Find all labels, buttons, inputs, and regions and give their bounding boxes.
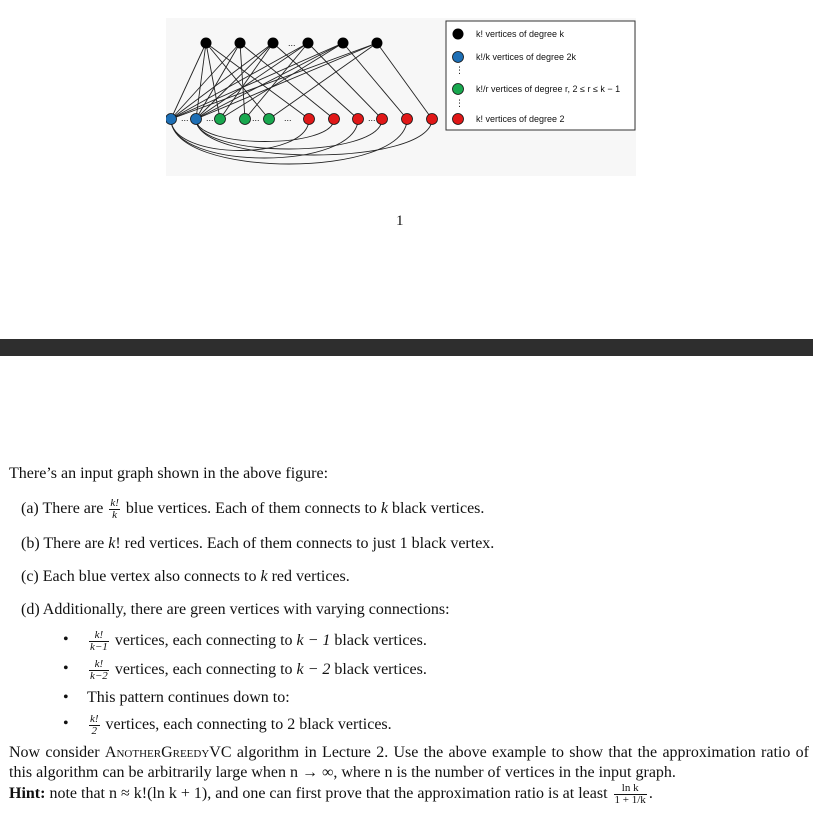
graph-svg <box>166 18 636 176</box>
black-vertex <box>201 38 212 49</box>
hint-label: Hint: <box>9 785 46 803</box>
frac-num: k! <box>110 497 119 509</box>
hint-fraction <box>614 783 647 806</box>
item-a-fraction <box>109 498 120 521</box>
green-vertex <box>264 114 275 125</box>
red-ellipsis: ... <box>368 113 376 123</box>
item-a-post2: black vertices. <box>392 500 485 518</box>
frac-den: k−2 <box>90 670 108 682</box>
item-a-post: blue vertices. Each of them connects to <box>125 500 377 518</box>
blue-vertex <box>191 114 202 125</box>
graph-edge <box>240 43 245 119</box>
blue-green-ellipsis: ... <box>206 113 214 123</box>
black-vertex <box>372 38 383 49</box>
hint-paragraph <box>9 783 809 806</box>
graph-edge <box>171 43 240 119</box>
green-bullet-list <box>63 630 809 737</box>
frac-den: 1 + 1/k <box>614 794 646 806</box>
red-vertex <box>377 114 388 125</box>
item-b-var: k <box>108 535 116 552</box>
graph-edge <box>343 43 407 119</box>
hint-end: . <box>648 785 653 803</box>
item-c-label: (c) <box>21 568 39 585</box>
graph-edges <box>171 43 432 119</box>
red-vertex <box>329 114 340 125</box>
bullet-item <box>63 630 809 653</box>
red-vertex <box>353 114 364 125</box>
green-red-ellipsis: ... <box>284 113 292 123</box>
green-vertex <box>240 114 251 125</box>
graph-edge <box>171 43 377 119</box>
black-vertex <box>268 38 279 49</box>
intro-text: There’s an input graph shown in the above figure: <box>9 465 329 482</box>
legend-vdots-2: ⋮ <box>455 98 464 108</box>
bullet-expr: k − 2 <box>296 661 331 679</box>
item-a-var: k <box>380 500 388 518</box>
green-vertex <box>215 114 226 125</box>
problem-text <box>9 464 809 806</box>
black-vertex <box>235 38 246 49</box>
frac-num: k! <box>94 658 104 670</box>
item-b-pre: There are <box>43 535 105 552</box>
legend-black-marker <box>453 29 464 40</box>
item-c-var: k <box>260 568 268 585</box>
bullet-post: vertices, each connecting to <box>114 632 293 650</box>
black-ellipsis: ... <box>288 38 296 48</box>
legend-blue-marker <box>453 52 464 63</box>
item-b-post: ! red vertices. Each of them connects to just 1 black vertex. <box>115 535 495 552</box>
para-post: algorithm in Lecture 2. Use the above example to show that the approximation ratio of this algorithm can be arbitrarily large when n → ∞, where n is the number of vertices in the input graph. <box>9 744 810 781</box>
red-vertex <box>304 114 315 125</box>
item-b <box>21 534 809 554</box>
legend-green-text: k!/r vertices of degree r, 2 ≤ r ≤ k − 1 <box>476 84 621 94</box>
item-a-label: (a) <box>21 500 39 518</box>
graph-figure <box>166 18 636 176</box>
blue-vertex <box>166 114 177 125</box>
frac-den: k−1 <box>90 641 108 653</box>
bullet-post2: black vertices. <box>334 661 427 679</box>
bullet-expr: k − 1 <box>296 632 331 650</box>
item-a-pre: There are <box>42 500 104 518</box>
bullet-post: vertices, each connecting to 2 black vertices. <box>105 716 392 734</box>
item-c-post: red vertices. <box>271 568 350 585</box>
item-b-label: (b) <box>21 535 40 552</box>
frac-num: k! <box>90 713 99 725</box>
frac-num: k! <box>94 629 104 641</box>
green-ellipsis: ... <box>252 113 260 123</box>
bullet-fraction <box>89 659 109 682</box>
legend-black-text: k! vertices of degree k <box>476 29 565 39</box>
bullet-fraction <box>89 714 100 737</box>
bullet-text: This pattern continues down to: <box>87 689 290 706</box>
algorithm-name: AnotherGreedyVC <box>104 744 232 761</box>
page-number: 1 <box>396 213 404 229</box>
graph-curve-edge <box>196 119 382 149</box>
graph-edge <box>220 43 273 119</box>
bullet-item <box>63 714 809 737</box>
item-d-text: Additionally, there are green vertices with varying connections: <box>42 601 450 618</box>
legend-vdots-1: ⋮ <box>455 65 464 75</box>
legend-green-marker <box>453 84 464 95</box>
item-d-label: (d) <box>21 601 40 618</box>
graph-edge <box>377 43 432 119</box>
frac-den: k <box>112 509 118 521</box>
graph-curves <box>171 119 432 164</box>
black-vertex <box>338 38 349 49</box>
bullet-item <box>63 688 809 708</box>
graph-curve-edge <box>196 119 432 155</box>
red-vertex <box>427 114 438 125</box>
legend-red-marker <box>453 114 464 125</box>
graph-edge <box>206 43 269 119</box>
bullet-item <box>63 659 809 682</box>
item-d <box>21 600 809 620</box>
bullet-post: vertices, each connecting to <box>114 661 293 679</box>
blue-ellipsis: ... <box>181 113 189 123</box>
page-separator <box>0 339 813 356</box>
bullet-post2: black vertices. <box>334 632 427 650</box>
item-c-pre: Each blue vertex also connects to <box>42 568 257 585</box>
frac-den: 2 <box>91 725 98 737</box>
hint-text: note that n ≈ k!(ln k + 1), and one can first prove that the approximation ratio is at least <box>49 785 608 803</box>
item-c <box>21 567 809 587</box>
item-a <box>21 498 809 521</box>
task-paragraph <box>9 743 809 783</box>
para-pre: Now consider <box>9 744 100 761</box>
bullet-fraction <box>89 630 109 653</box>
frac-num: ln k <box>614 783 647 795</box>
legend-red-text: k! vertices of degree 2 <box>476 114 565 124</box>
black-vertex <box>303 38 314 49</box>
graph-edge <box>220 43 343 119</box>
red-vertex <box>402 114 413 125</box>
graph-edge <box>196 43 273 119</box>
legend-blue-text: k!/k vertices of degree 2k <box>476 52 577 62</box>
